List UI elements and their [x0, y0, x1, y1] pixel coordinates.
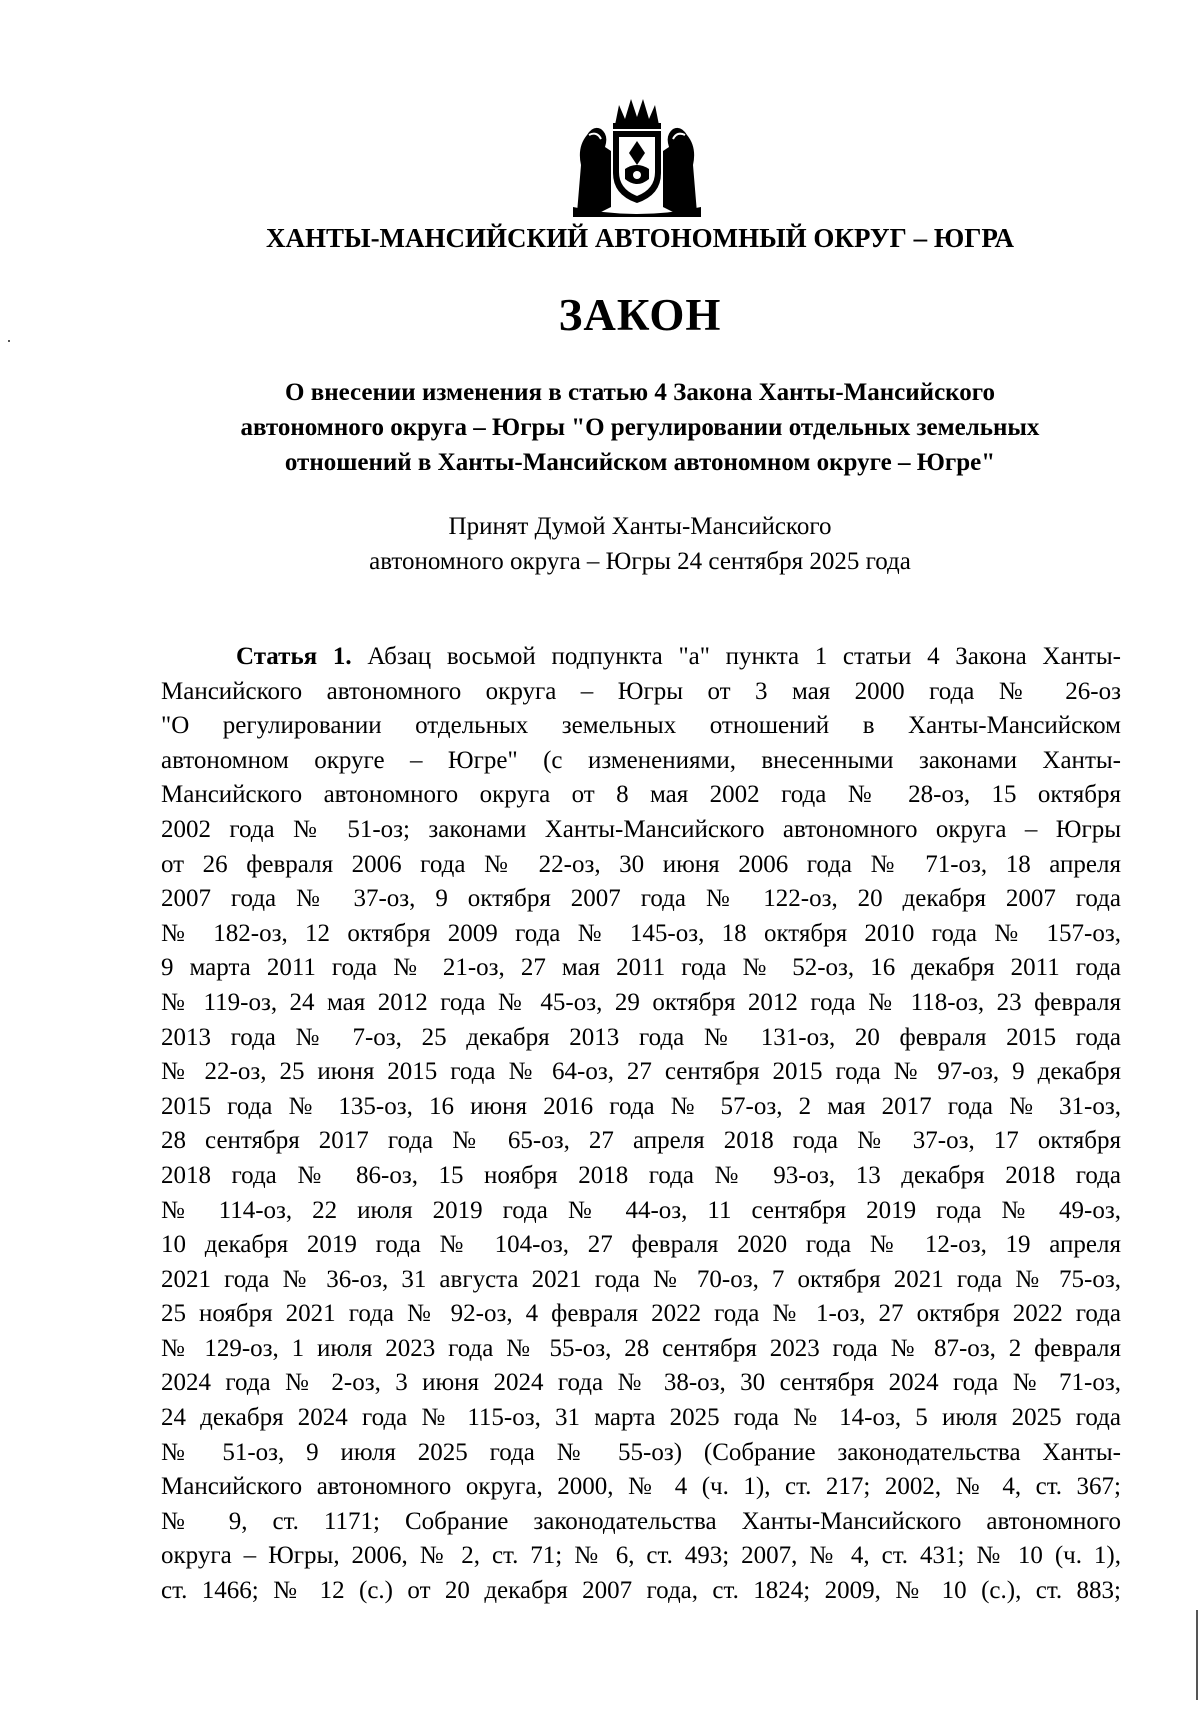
article-1-text [161, 640, 1121, 1609]
article-1-first-line-text: Абзац восьмой подпункта "а" пункта 1 статьи 4 Закона Ханты- [367, 643, 1121, 670]
article-line: 25 ноября 2021 года № 92-оз, 4 февраля 2022 года № 1-оз, 27 октября 2022 года [161, 1300, 1121, 1328]
article-line: № 51-оз, 9 июля 2025 года № 55-оз) (Собрание законодательства Ханты- [161, 1438, 1121, 1466]
law-title-line: отношений в Ханты-Мансийском автономном округе – Югре" [284, 449, 996, 476]
article-line: ст. 1466; № 12 (с.) от 20 декабря 2007 года, ст. 1824; 2009, № 10 (с.), ст. 883; [161, 1577, 1121, 1605]
scan-edge-mark [1196, 1610, 1198, 1700]
article-line: "О регулировании отдельных земельных отношений в Ханты-Мансийском [161, 712, 1121, 740]
law-title-line: О внесении изменения в статью 4 Закона Ханты-Мансийского [285, 379, 995, 406]
article-line: Мансийского автономного округа от 8 мая 2002 года № 28-оз, 15 октября [161, 781, 1121, 809]
article-line: № 129-оз, 1 июля 2023 года № 55-оз, 28 сентября 2023 года № 87-оз, 2 февраля [161, 1334, 1121, 1362]
article-line: автономном округе – Югре" (с изменениями, внесенными законами Ханты- [161, 746, 1121, 774]
region-heading: ХАНТЫ-МАНСИЙСКИЙ АВТОНОМНЫЙ ОКРУГ – ЮГРА [266, 223, 1014, 253]
article-line: 2007 года № 37-оз, 9 октября 2007 года № 122-оз, 20 декабря 2007 года [161, 885, 1121, 913]
article-line: Мансийского автономного округа, 2000, № 4 (ч. 1), ст. 217; 2002, № 4, ст. 367; [161, 1473, 1121, 1501]
article-line: от 26 февраля 2006 года № 22-оз, 30 июня 2006 года № 71-оз, 18 апреля [161, 850, 1121, 878]
article-line: 2021 года № 36-оз, 31 августа 2021 года № 70-оз, 7 октября 2021 года № 75-оз, [161, 1265, 1121, 1293]
article-line: № 114-оз, 22 июля 2019 года № 44-оз, 11 сентября 2019 года № 49-оз, [161, 1196, 1121, 1224]
adoption-note-line: Принят Думой Ханты-Мансийского [448, 513, 832, 540]
adoption-note-line: автономного округа – Югры 24 сентября 2025 года [369, 548, 911, 575]
article-line: 2013 года № 7-оз, 25 декабря 2013 года № 131-оз, 20 февраля 2015 года [161, 1023, 1121, 1051]
article-line: № 22-оз, 25 июня 2015 года № 64-оз, 27 сентября 2015 года № 97-оз, 9 декабря [161, 1058, 1121, 1086]
article-1-heading: Статья 1. [236, 643, 352, 670]
adoption-note [150, 509, 1130, 579]
article-line: 9 марта 2011 года № 21-оз, 27 мая 2011 года № 52-оз, 16 декабря 2011 года [161, 954, 1121, 982]
article-line: 24 декабря 2024 года № 115-оз, 31 марта 2025 года № 14-оз, 5 июля 2025 года [161, 1404, 1121, 1432]
article-line: 2015 года № 135-оз, 16 июня 2016 года № 57-оз, 2 мая 2017 года № 31-оз, [161, 1092, 1121, 1120]
article-1-first-line [161, 640, 1121, 675]
article-line: 2002 года № 51-оз; законами Ханты-Мансийского автономного округа – Югры [161, 815, 1121, 843]
scan-edge-mark [8, 340, 10, 342]
article-line: № 119-оз, 24 мая 2012 года № 45-оз, 29 октября 2012 года № 118-оз, 23 февраля [161, 988, 1121, 1016]
document-type-heading: ЗАКОН [558, 290, 722, 340]
article-line: 2024 года № 2-оз, 3 июня 2024 года № 38-оз, 30 сентября 2024 года № 71-оз, [161, 1369, 1121, 1397]
law-title [150, 375, 1130, 480]
article-line: Мансийского автономного округа – Югры от 3 мая 2000 года № 26-оз [161, 677, 1121, 705]
article-line: № 182-оз, 12 октября 2009 года № 145-оз, 18 октября 2010 года № 157-оз, [161, 919, 1121, 947]
article-line: 10 декабря 2019 года № 104-оз, 27 февраля 2020 года № 12-оз, 19 апреля [161, 1231, 1121, 1259]
coat-of-arms-emblem [563, 95, 711, 217]
article-line: 2018 года № 86-оз, 15 ноября 2018 года № 93-оз, 13 декабря 2018 года [161, 1161, 1121, 1189]
article-line: № 9, ст. 1171; Собрание законодательства Ханты-Мансийского автономного [161, 1507, 1121, 1535]
law-title-line: автономного округа – Югры "О регулировании отдельных земельных [240, 414, 1040, 441]
article-line: 28 сентября 2017 года № 65-оз, 27 апреля 2018 года № 37-оз, 17 октября [161, 1127, 1121, 1155]
article-line: округа – Югры, 2006, № 2, ст. 71; № 6, ст. 493; 2007, № 4, ст. 431; № 10 (ч. 1), [161, 1542, 1121, 1570]
